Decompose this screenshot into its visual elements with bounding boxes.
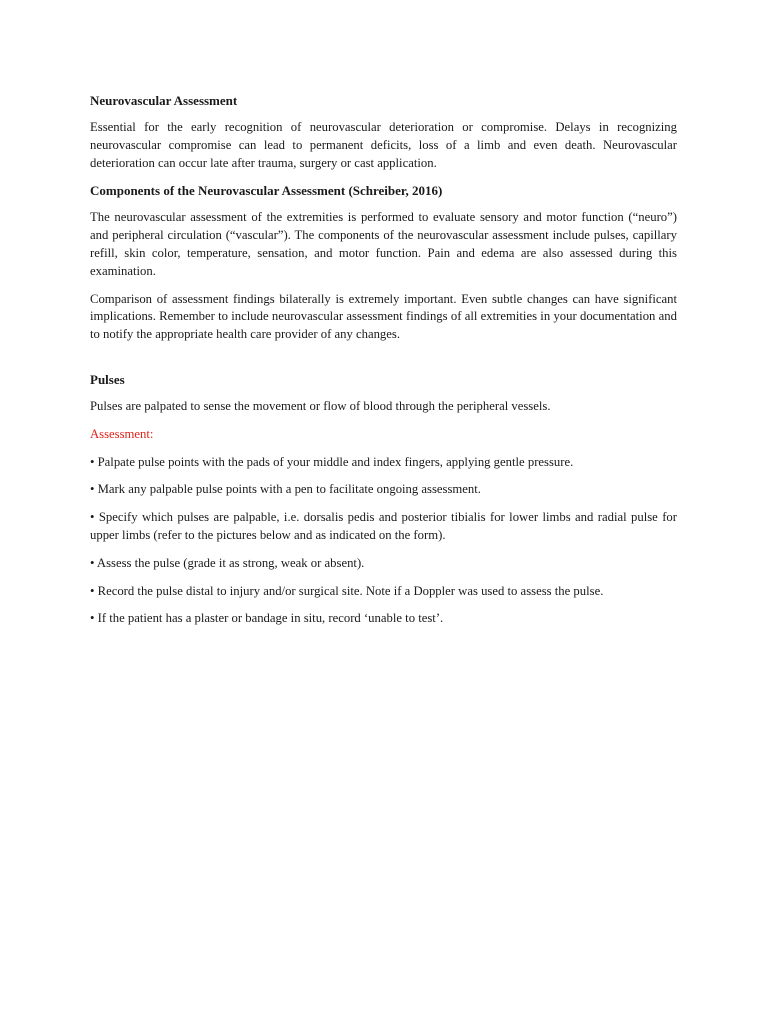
section-title-components: Components of the Neurovascular Assessment (Schreiber, 2016) [90, 183, 443, 199]
paragraph-neurovascular-intro: Essential for the early recognition of neurovascular deterioration or compromise. Delays in recognizing neurovascular compromise can lead to permanent deficits, loss of a limb and even death. Neurovascular deterioration can occur late after trauma, surgery or cast application. [90, 120, 677, 170]
bullet-item: • Palpate pulse points with the pads of your middle and index fingers, applying gentle pressure. [90, 454, 574, 469]
bullet-item: • Specify which pulses are palpable, i.e. dorsalis pedis and posterior tibialis for lower limbs and radial pulse for upper limbs (refer to the pictures below and as indicated on the form). [90, 510, 677, 542]
bullet-item: • Record the pulse distal to injury and/or surgical site. Note if a Doppler was used to assess the pulse. [90, 583, 604, 598]
section-title-neurovascular-assessment: Neurovascular Assessment [90, 93, 238, 108]
bullet-item: • Assess the pulse (grade it as strong, weak or absent). [90, 555, 365, 570]
paragraph-bilateral-comparison: Comparison of assessment findings bilaterally is extremely important. Even subtle changes can have significant implications. Remember to include neurovascular assessment findings of all extremities in your documentation and to notify the appropriate health care provider of any changes. [90, 291, 677, 342]
bullet-item: • Mark any palpable pulse points with a pen to facilitate ongoing assessment. [90, 482, 481, 497]
bullet-item: • If the patient has a plaster or bandage in situ, record ‘unable to test’. [90, 611, 444, 626]
document-page [90, 92, 677, 638]
paragraph-components-description: The neurovascular assessment of the extremities is performed to evaluate sensory and motor function (“neuro”) and peripheral circulation (“vascular”). The components of the neurovascular assessment include pulses, capillary refill, skin color, temperature, sensation, and motor function. Pain and edema are also assessed during this examination. [90, 210, 677, 278]
paragraph-pulses-intro: Pulses are palpated to sense the movement or flow of blood through the peripheral vessels. [90, 398, 551, 413]
assessment-label: Assessment: [90, 426, 154, 441]
section-title-pulses: Pulses [90, 371, 125, 387]
